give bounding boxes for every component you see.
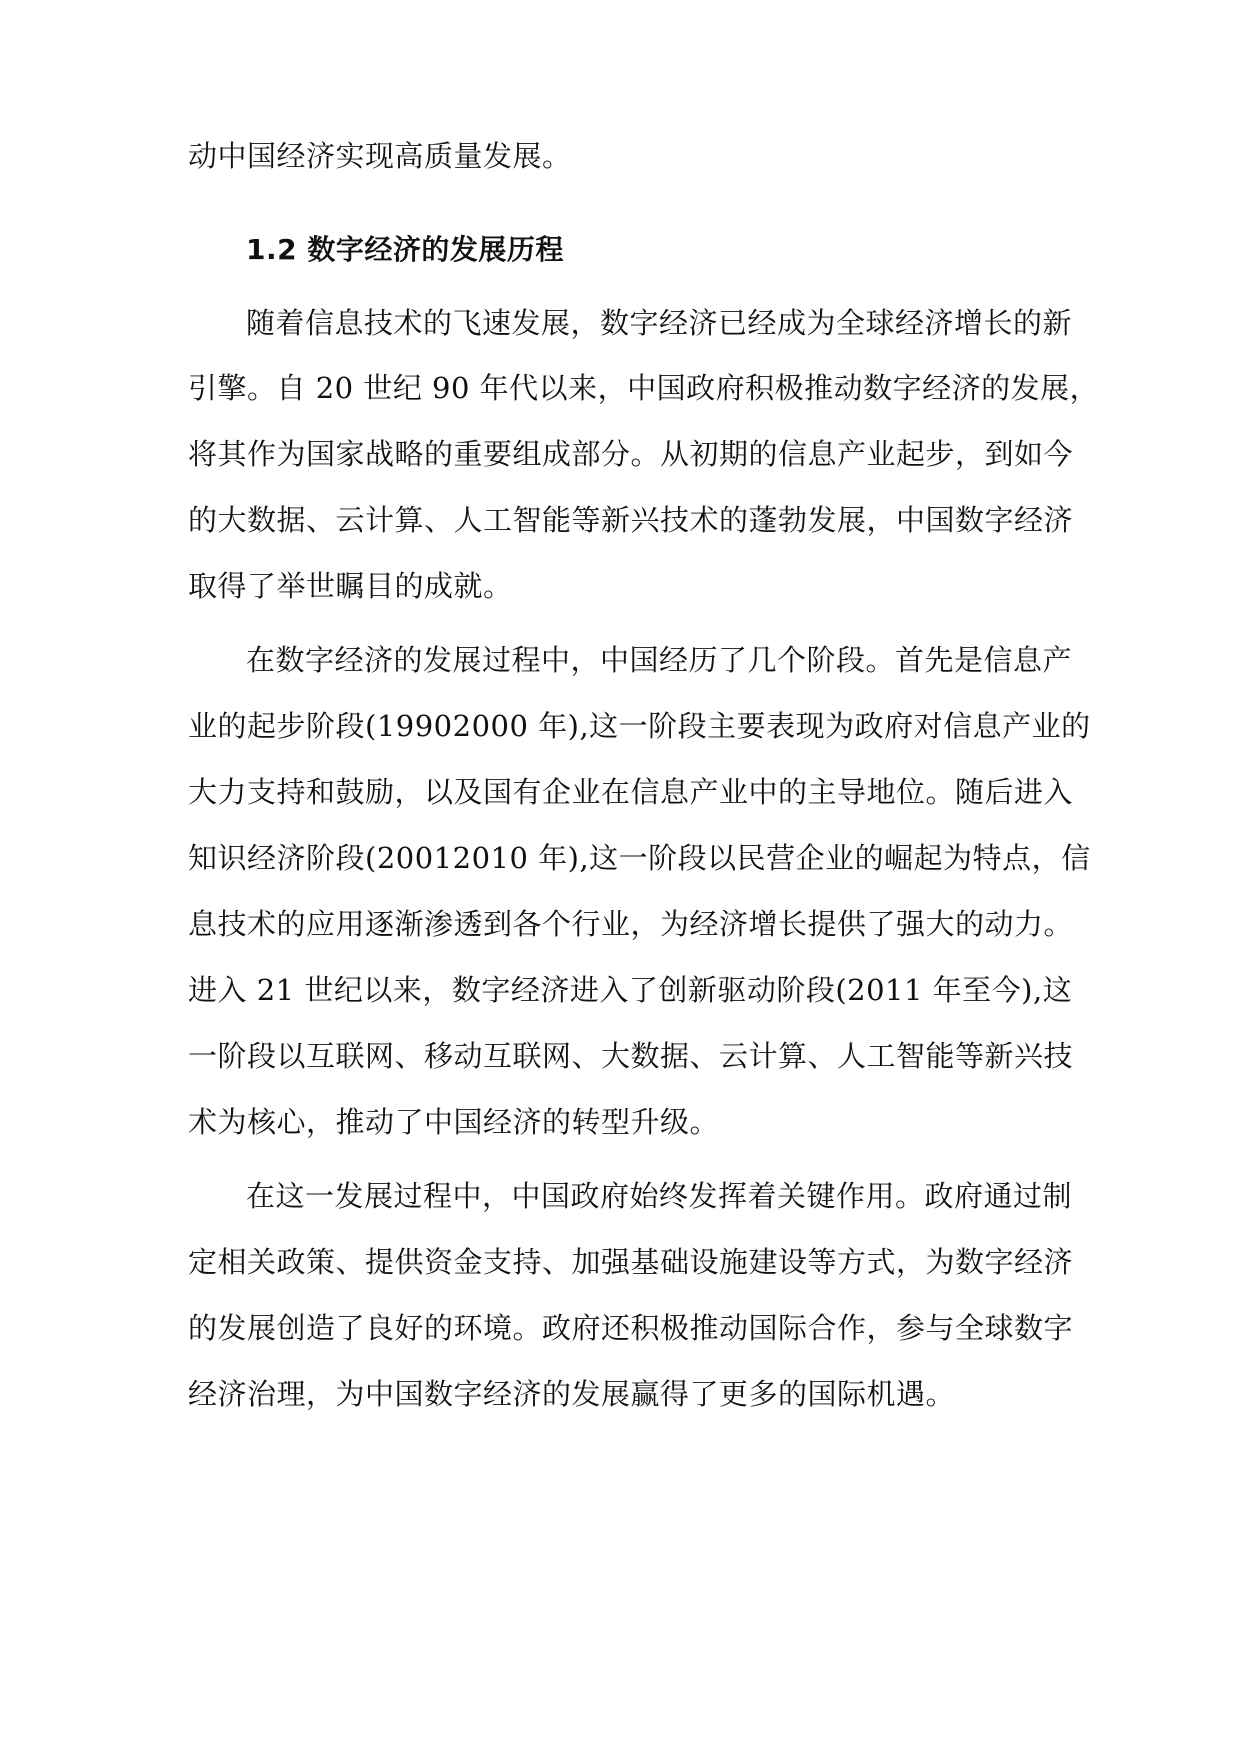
paragraph-line: 引擎。自 20 世纪 90 年代以来，中国政府积极推动数字经济的发展，	[188, 371, 1100, 405]
paragraph-line: 定相关政策、提供资金支持、加强基础设施建设等方式，为数字经济	[188, 1245, 1074, 1279]
paragraph-line: 在这一发展过程中，中国政府始终发挥着关键作用。政府通过制	[246, 1179, 1073, 1213]
paragraph-line: 息技术的应用逐渐渗透到各个行业，为经济增长提供了强大的动力。	[188, 907, 1074, 941]
paragraph-line: 将其作为国家战略的重要组成部分。从初期的信息产业起步，到如今	[188, 437, 1074, 471]
paragraph-line: 经济治理，为中国数字经济的发展赢得了更多的国际机遇。	[188, 1377, 956, 1411]
paragraph-line: 的发展创造了良好的环境。政府还积极推动国际合作，参与全球数字	[188, 1311, 1074, 1345]
section-heading: 1.2 数字经济的发展历程	[246, 233, 564, 266]
paragraph-line: 大力支持和鼓励，以及国有企业在信息产业中的主导地位。随后进入	[188, 775, 1074, 809]
paragraph-line: 进入 21 世纪以来，数字经济进入了创新驱动阶段(2011 年至今),这	[188, 973, 1073, 1007]
paragraph-line: 知识经济阶段(20012010 年),这一阶段以民营企业的崛起为特点，信	[188, 841, 1091, 875]
paragraph-line: 的大数据、云计算、人工智能等新兴技术的蓬勃发展，中国数字经济	[188, 503, 1074, 537]
paragraph-line: 取得了举世瞩目的成就。	[188, 569, 513, 603]
paragraph-line: 随着信息技术的飞速发展，数字经济已经成为全球经济增长的新	[246, 306, 1073, 340]
paragraph-line: 术为核心，推动了中国经济的转型升级。	[188, 1105, 720, 1139]
paragraph-line: 在数字经济的发展过程中，中国经历了几个阶段。首先是信息产	[246, 643, 1073, 677]
paragraph-line: 一阶段以互联网、移动互联网、大数据、云计算、人工智能等新兴技	[188, 1039, 1074, 1073]
paragraph-line: 动中国经济实现高质量发展。	[188, 139, 572, 173]
paragraph-line: 业的起步阶段(19902000 年),这一阶段主要表现为政府对信息产业的	[188, 709, 1091, 743]
